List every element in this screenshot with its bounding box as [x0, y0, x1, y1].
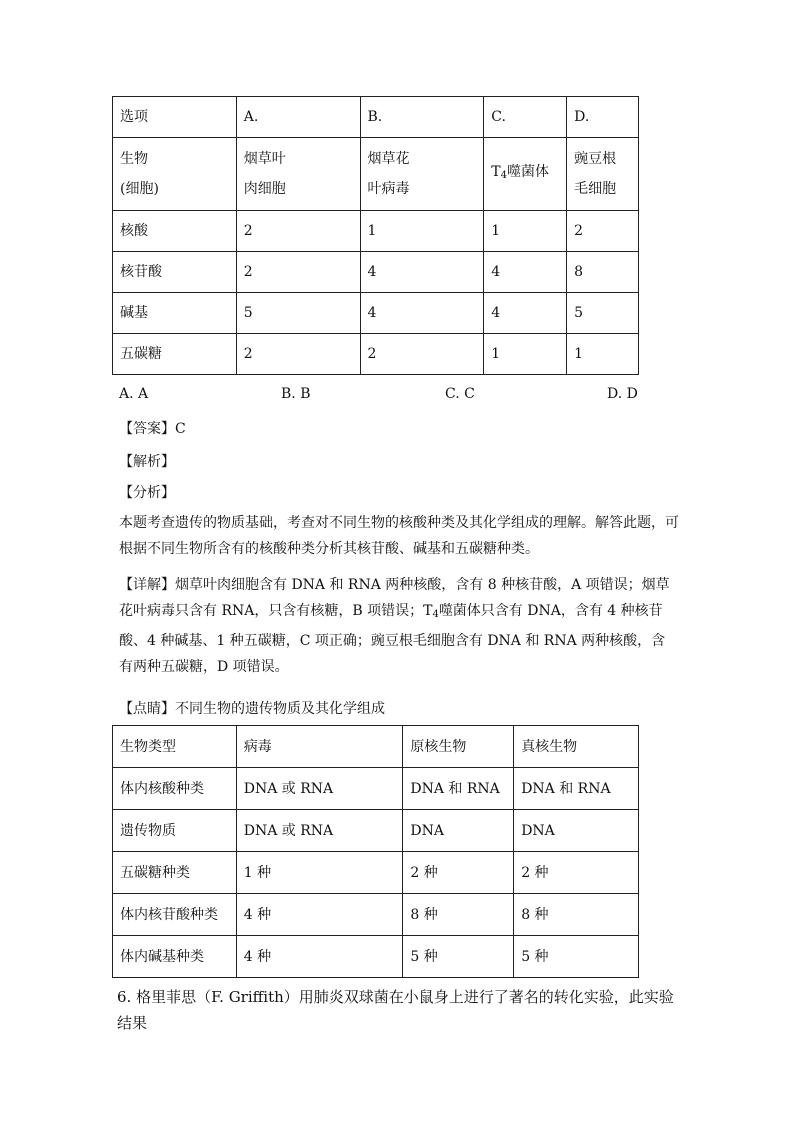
- table-cell: DNA 或 RNA: [236, 768, 403, 810]
- table-cell: 五碳糖种类: [113, 852, 237, 894]
- table-cell: [567, 138, 639, 211]
- xiangjie-part1: 【详解】烟草叶肉细胞含有 DNA 和 RNA 两种核酸，含有 8 种核苷酸，A 项错误；烟草花叶病毒只含有 RNA，只含有核糖，B 项错误；T: [119, 577, 670, 619]
- table-cell: [360, 138, 484, 211]
- cell-line: 豌豆根: [574, 151, 617, 167]
- table-cell: 4: [360, 293, 484, 334]
- summary-table: [112, 725, 639, 978]
- table-cell: 2: [236, 334, 360, 375]
- table-cell: 病毒: [236, 726, 403, 768]
- table-row: [113, 138, 639, 211]
- table-cell: 碱基: [113, 293, 237, 334]
- table-cell: 五碳糖: [113, 334, 237, 375]
- cell-line: 毛细胞: [574, 181, 617, 197]
- table-cell: 体内核酸种类: [113, 768, 237, 810]
- table-cell: 4: [484, 252, 567, 293]
- t4-letter: T: [491, 164, 501, 180]
- table-cell: 遗传物质: [113, 810, 237, 852]
- table-cell: 核酸: [113, 211, 237, 252]
- table-cell: 1: [360, 211, 484, 252]
- table-cell: D.: [567, 97, 639, 138]
- table-cell: 4 种: [236, 894, 403, 936]
- table-cell: 4: [484, 293, 567, 334]
- table-cell: [236, 138, 360, 211]
- table-cell: 核苷酸: [113, 252, 237, 293]
- table-cell: 真核生物: [514, 726, 639, 768]
- table-cell: DNA: [403, 810, 514, 852]
- table-cell: 8: [567, 252, 639, 293]
- cell-line: 叶病毒: [367, 181, 410, 197]
- table-cell: 8 种: [403, 894, 514, 936]
- table-cell: 2: [567, 211, 639, 252]
- t4-subscript: 4: [432, 609, 439, 620]
- cell-line: 肉细胞: [243, 181, 286, 197]
- table-row: [113, 211, 639, 252]
- cell-line: 生物: [120, 151, 148, 167]
- option-c: C. C: [445, 386, 475, 402]
- table-cell: 2 种: [403, 852, 514, 894]
- table-cell: 选项: [113, 97, 237, 138]
- table-cell: 2: [236, 252, 360, 293]
- cell-line: 烟草叶: [243, 151, 286, 167]
- table-row: [113, 726, 639, 768]
- table-cell: [113, 138, 237, 211]
- table-row: [113, 936, 639, 978]
- table-cell: 2: [236, 211, 360, 252]
- cell-line: (细胞): [120, 181, 159, 197]
- table-cell: 生物类型: [113, 726, 237, 768]
- option-a: A. A: [119, 386, 149, 402]
- t4-rest: 噬菌体: [506, 164, 549, 180]
- table-cell: 5 种: [514, 936, 639, 978]
- table-cell: 体内核苷酸种类: [113, 894, 237, 936]
- table-row: [113, 334, 639, 375]
- table-cell: 2: [360, 334, 484, 375]
- xiangjie-part2: 噬菌体只含有 DNA，含有 4 种核苷酸、4 种碱基、1 种五碳糖，C 项正确；豌豆根毛细胞含有 DNA 和 RNA 两种核酸，含有两种五碳糖，D 项错误。: [119, 603, 666, 675]
- option-b: B. B: [281, 386, 311, 402]
- table-cell: 4 种: [236, 936, 403, 978]
- table-row: [113, 293, 639, 334]
- question-table: [112, 96, 639, 375]
- table-cell: B.: [360, 97, 484, 138]
- cell-line: 烟草花: [367, 151, 410, 167]
- table-cell: 8 种: [514, 894, 639, 936]
- table-row: [113, 894, 639, 936]
- table-cell: DNA: [514, 810, 639, 852]
- xiangjie-text: [119, 572, 679, 680]
- table-row: [113, 97, 639, 138]
- jiexi-heading: 【解析】: [119, 454, 175, 470]
- table-cell: [484, 138, 567, 211]
- table-cell: 5: [567, 293, 639, 334]
- table-row: [113, 252, 639, 293]
- table-cell: A.: [236, 97, 360, 138]
- dianjing-heading: 【点睛】不同生物的遗传物质及其化学组成: [119, 701, 385, 717]
- table-cell: C.: [484, 97, 567, 138]
- fenxi-heading: 【分析】: [119, 485, 175, 501]
- table-cell: DNA 或 RNA: [236, 810, 403, 852]
- table-cell: 5 种: [403, 936, 514, 978]
- table-row: [113, 852, 639, 894]
- table-row: [113, 810, 639, 852]
- table-cell: 原核生物: [403, 726, 514, 768]
- table-cell: 体内碱基种类: [113, 936, 237, 978]
- option-d: D. D: [607, 386, 638, 402]
- table-cell: 1: [484, 211, 567, 252]
- t4-subscript: 4: [500, 170, 507, 181]
- answer-line: 【答案】C: [119, 421, 186, 437]
- answer-options: [119, 386, 639, 408]
- table-cell: 5: [236, 293, 360, 334]
- table-row: [113, 768, 639, 810]
- table-cell: 1: [567, 334, 639, 375]
- table-cell: 4: [360, 252, 484, 293]
- fenxi-text: 本题考查遗传的物质基础，考查对不同生物的核酸种类及其化学组成的理解。解答此题，可根据不同生物所含有的核酸种类分析其核苷酸、碱基和五碳糖种类。: [119, 515, 679, 557]
- question-6: 6. 格里菲思（F. Griffith）用肺炎双球菌在小鼠身上进行了著名的转化实验，此实验结果: [117, 988, 674, 1032]
- table-cell: 1: [484, 334, 567, 375]
- table-cell: 2 种: [514, 852, 639, 894]
- table-cell: 1 种: [236, 852, 403, 894]
- table-cell: DNA 和 RNA: [514, 768, 639, 810]
- table-cell: DNA 和 RNA: [403, 768, 514, 810]
